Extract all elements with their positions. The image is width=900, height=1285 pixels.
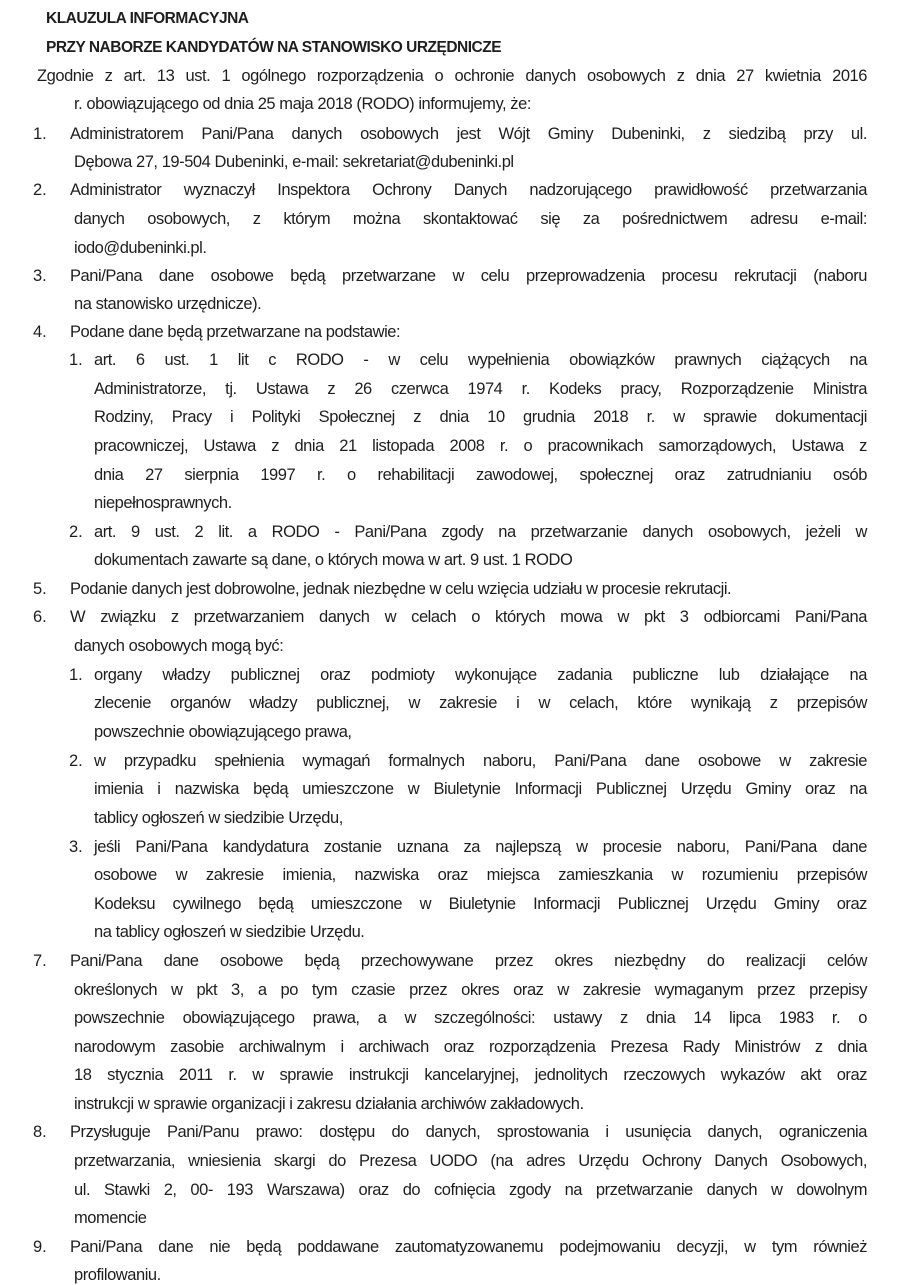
sublist-item-text: tablicy ogłoszeń w siedzibie Urzędu,: [94, 809, 343, 827]
list-item-text: momencie: [74, 1209, 147, 1227]
intro-line: r. obowiązującego od dnia 25 maja 2018 (RODO) informujemy, że:: [74, 95, 531, 113]
list-item-text: na stanowisko urzędnicze).: [74, 295, 262, 313]
list-item-text: Pani/Pana dane osobowe będą przetwarzane w celu przeprowadzenia procesu rekrutacji (naboru: [70, 267, 867, 285]
list-item-text: Pani/Pana dane nie będą poddawane zautomatyzowanemu podejmowaniu decyzji, w tym również: [70, 1238, 867, 1256]
sublist-item-text: na tablicy ogłoszeń w siedzibie Urzędu.: [94, 923, 365, 941]
sublist-item-text: zlecenie organów władzy publicznej, w zakresie i w celach, które wynikają z przepisów: [94, 694, 867, 712]
list-number: 6.: [33, 608, 47, 626]
sublist-item-text: Rodziny, Pracy i Polityki Społecznej z dnia 10 grudnia 2018 r. w sprawie dokumentacji: [94, 408, 867, 426]
list-number: 3.: [33, 267, 47, 285]
list-item-text: profilowaniu.: [74, 1266, 161, 1284]
sublist-number: 2.: [69, 752, 83, 770]
list-item-text: Podane dane będą przetwarzane na podstawie:: [70, 323, 401, 341]
list-item-text: przetwarzania, wniesienia skargi do Prezesa UODO (na adres Urzędu Ochrony Danych Osobowych,: [74, 1152, 867, 1170]
list-item-text: danych osobowych, z którym można skontaktować się za pośrednictwem adresu e-mail:: [74, 210, 867, 228]
list-item-text: Dębowa 27, 19-504 Dubeninki, e-mail: sekretariat@dubeninki.pl: [74, 153, 514, 171]
list-item-text: danych osobowych mogą być:: [74, 637, 284, 655]
document-title: KLAUZULA INFORMACYJNA: [46, 10, 249, 27]
document-subtitle: PRZY NABORZE KANDYDATÓW NA STANOWISKO URZĘDNICZE: [46, 39, 502, 56]
list-number: 9.: [33, 1238, 47, 1256]
list-item-text: Administratorem Pani/Pana danych osobowych jest Wójt Gminy Dubeninki, z siedzibą przy ul.: [70, 125, 867, 143]
sublist-item-text: art. 9 ust. 2 lit. a RODO - Pani/Pana zgody na przetwarzanie danych osobowych, jeżeli w: [94, 523, 867, 541]
list-item-text: określonych w pkt 3, a po tym czasie przez okres oraz w zakresie wymaganym przez przepisy: [74, 981, 867, 999]
list-number: 1.: [33, 125, 47, 143]
sublist-item-text: niepełnosprawnych.: [94, 494, 232, 512]
sublist-number: 2.: [69, 523, 83, 541]
sublist-item-text: art. 6 ust. 1 lit c RODO - w celu wypełnienia obowiązków prawnych ciążących na: [94, 351, 867, 369]
list-number: 7.: [33, 952, 47, 970]
list-number: 5.: [33, 580, 47, 598]
list-number: 4.: [33, 323, 47, 341]
list-item-text: Pani/Pana dane osobowe będą przechowywane przez okres niezbędny do realizacji celów: [70, 952, 867, 970]
sublist-number: 3.: [69, 838, 83, 856]
sublist-number: 1.: [69, 666, 83, 684]
list-item-text: instrukcji w sprawie organizacji i zakresu działania archiwów zakładowych.: [74, 1095, 584, 1113]
sublist-item-text: Kodeksu cywilnego będą umieszczone w Biuletynie Informacji Publicznej Urzędu Gminy oraz: [94, 895, 867, 913]
sublist-item-text: powszechnie obowiązującego prawa,: [94, 723, 352, 741]
sublist-item-text: imienia i nazwiska będą umieszczone w Biuletynie Informacji Publicznej Urzędu Gminy oraz na: [94, 780, 867, 798]
sublist-item-text: jeśli Pani/Pana kandydatura zostanie uznana za najlepszą w procesie naboru, Pani/Pana dane: [94, 838, 867, 856]
sublist-item-text: osobowe w zakresie imienia, nazwiska oraz miejsca zamieszkania w rozumieniu przepisów: [94, 866, 867, 884]
list-item-text: Podanie danych jest dobrowolne, jednak niezbędne w celu wzięcia udziału w procesie rekrutacji.: [70, 580, 732, 598]
sublist-item-text: w przypadku spełnienia wymagań formalnych naboru, Pani/Pana dane osobowe w zakresie: [94, 752, 867, 770]
list-item-text: ul. Stawki 2, 00- 193 Warszawa) oraz do cofnięcia zgody na przetwarzanie danych w dowolnym: [74, 1181, 867, 1199]
list-item-text: powszechnie obowiązującego prawa, a w szczególności: ustawy z dnia 14 lipca 1983 r. o: [74, 1009, 867, 1027]
list-item-text: W związku z przetwarzaniem danych w celach o których mowa w pkt 3 odbiorcami Pani/Pana: [70, 608, 867, 626]
list-item-text: Administrator wyznaczył Inspektora Ochrony Danych nadzorującego prawidłowość przetwarzania: [70, 181, 867, 199]
intro-line: Zgodnie z art. 13 ust. 1 ogólnego rozporządzenia o ochronie danych osobowych z dnia 27 kwietnia 2016: [37, 67, 867, 85]
list-item-text: narodowym zasobie archiwalnym i archiwach oraz rozporządzenia Prezesa Rady Ministrów z dnia: [74, 1038, 867, 1056]
list-number: 2.: [33, 181, 47, 199]
list-item-text: iodo@dubeninki.pl.: [74, 239, 207, 257]
sublist-item-text: pracowniczej, Ustawa z dnia 21 listopada 2008 r. o pracownikach samorządowych, Ustawa z: [94, 437, 867, 455]
list-item-text: 18 stycznia 2011 r. w sprawie instrukcji kancelaryjnej, jednolitych rzeczowych wykazów akt oraz: [74, 1066, 867, 1084]
sublist-item-text: organy władzy publicznej oraz podmioty wykonujące zadania publiczne lub działające na: [94, 666, 867, 684]
sublist-item-text: dokumentach zawarte są dane, o których mowa w art. 9 ust. 1 RODO: [94, 551, 573, 569]
sublist-item-text: dnia 27 sierpnia 1997 r. o rehabilitacji zawodowej, społecznej oraz zatrudnianiu osób: [94, 466, 867, 484]
list-number: 8.: [33, 1123, 47, 1141]
sublist-item-text: Administratorze, tj. Ustawa z 26 czerwca 1974 r. Kodeks pracy, Rozporządzenie Ministra: [94, 380, 867, 398]
list-item-text: Przysługuje Pani/Panu prawo: dostępu do danych, sprostowania i usunięcia danych, ograniczenia: [70, 1123, 867, 1141]
sublist-number: 1.: [69, 351, 83, 369]
